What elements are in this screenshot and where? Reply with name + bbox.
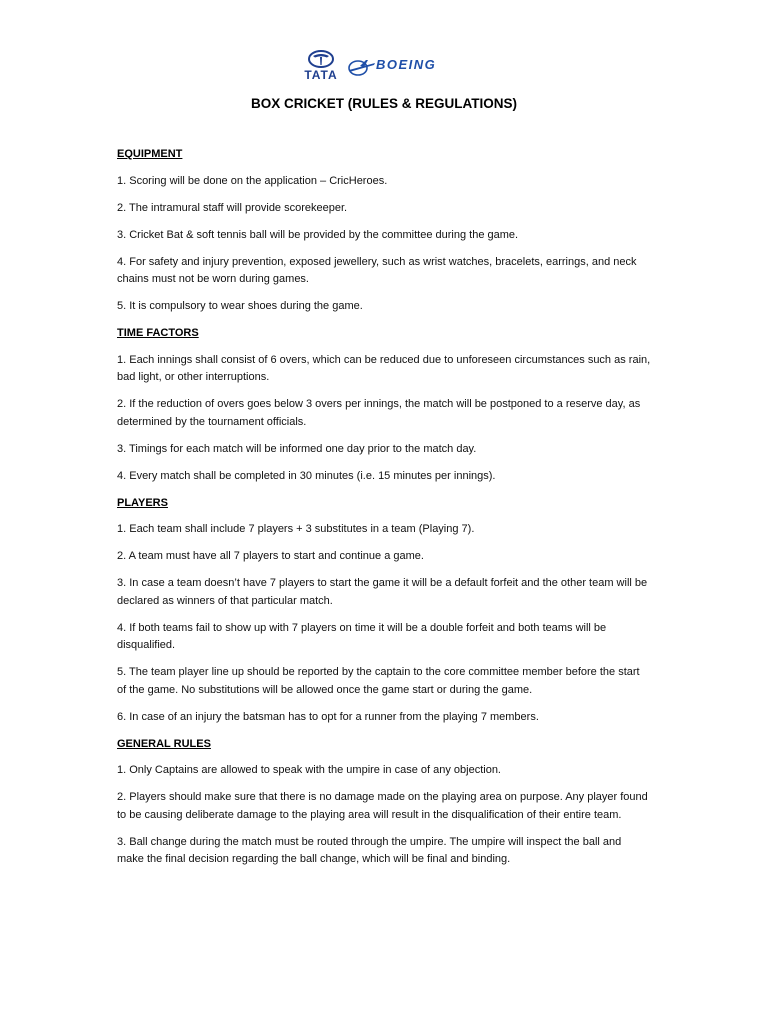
rule-item: 2. The intramural staff will provide scorekeeper.: [117, 201, 348, 214]
section-heading: GENERAL RULES: [117, 737, 211, 750]
boeing-emblem-icon: [346, 57, 376, 77]
section-heading: PLAYERS: [117, 496, 168, 509]
rule-item: 2. Players should make sure that there is no damage made on the playing area on purpose. Any player found to be causing deliberate damage to the playing area will result in the disqualification of their entire team.: [117, 791, 648, 821]
rules-content: [117, 146, 651, 878]
rule-item: 5. The team player line up should be reported by the captain to the core committee member before the start of the game. No substitutions will be allowed once the game start or during the game.: [117, 666, 640, 696]
rule-item: 1. Each team shall include 7 players + 3 substitutes in a team (Playing 7).: [117, 523, 475, 535]
rule-item: 1. Only Captains are allowed to speak with the umpire in case of any objection.: [117, 764, 501, 776]
tata-logo: [299, 50, 343, 82]
rule-item: 3. Cricket Bat & soft tennis ball will be provided by the committee during the game.: [117, 228, 519, 241]
rule-item: 4. Every match shall be completed in 30 minutes (i.e. 15 minutes per innings).: [117, 469, 496, 482]
boeing-wordmark: BOEING: [376, 57, 437, 72]
rule-item: 2. If the reduction of overs goes below 3 overs per innings, the match will be postponed to a reserve day, as determined by the tournament officials.: [117, 398, 641, 428]
document-title: BOX CRICKET (RULES & REGULATIONS): [251, 96, 517, 111]
rule-item: 3. Ball change during the match must be routed through the umpire. The umpire will inspect the ball and make the final decision regarding the ball change, which will be final and binding.: [117, 835, 622, 865]
rule-item: 3. In case a team doesn’t have 7 players to start the game it will be a default forfeit and the other team will be declared as winners of that particular match.: [117, 577, 648, 607]
rule-item: 1. Scoring will be done on the application – CricHeroes.: [117, 174, 388, 187]
logo-row: [0, 50, 768, 84]
rule-item: 4. If both teams fail to show up with 7 players on time it will be a double forfeit and both teams will be disqualified.: [117, 621, 607, 651]
rule-item: 2. A team must have all 7 players to start and continue a game.: [117, 550, 424, 562]
section-heading: EQUIPMENT: [117, 148, 183, 160]
boeing-logo: [346, 55, 476, 79]
rule-item: 1. Each innings shall consist of 6 overs, which can be reduced due to unforeseen circumstances such as rain, bad light, or other interruptions.: [117, 353, 651, 383]
rule-item: 4. For safety and injury prevention, exposed jewellery, such as wrist watches, bracelets, earrings, and neck chains must not be worn during games.: [117, 255, 637, 285]
rule-item: 6. In case of an injury the batsman has to opt for a runner from the playing 7 members.: [117, 710, 539, 723]
rule-item: 5. It is compulsory to wear shoes during the game.: [117, 300, 363, 312]
tata-wordmark: TATA: [304, 68, 338, 82]
rule-item: 3. Timings for each match will be informed one day prior to the match day.: [117, 442, 477, 455]
section-heading: TIME FACTORS: [117, 327, 199, 339]
tata-emblem-icon: [308, 50, 334, 68]
